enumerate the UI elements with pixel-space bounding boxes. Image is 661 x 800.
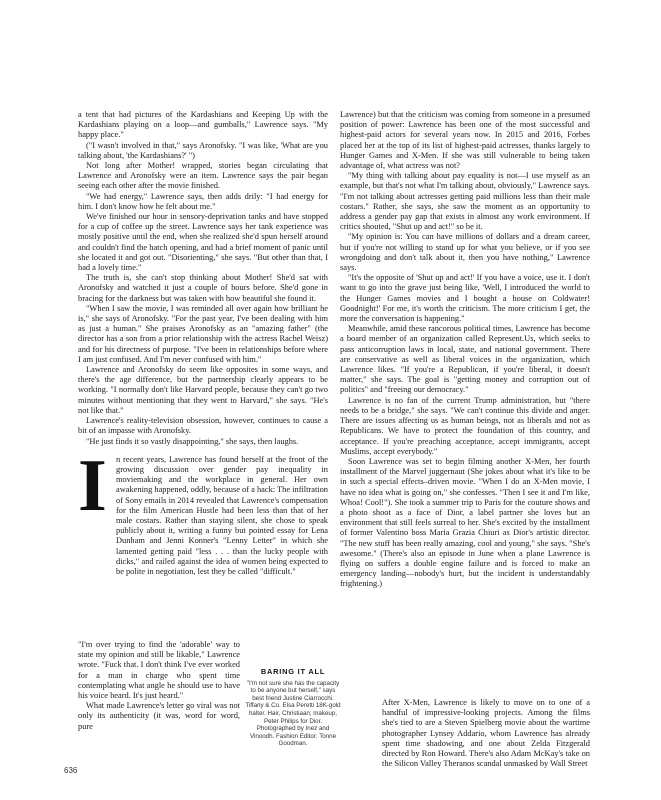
dropcap-letter: I	[78, 444, 107, 527]
paragraph: "My opinion is: You can have millions of dollars and a dream career, but if you're not willing to stand up for what you believe, or if you see wrongdoing and don't talk about it, then you have nothing," Lawrence says.	[340, 232, 590, 273]
paragraph: "I'm over trying to find the 'adorable' way to state my opinion and still be likable," Lawrence wrote. "Fuck that. I don't think I've ever worked for a man in charge who spent time contemplating what angle he should use to have his voice heard. It's just heard."	[78, 640, 240, 701]
paragraph: "When I saw the movie, I was reminded all over again how brilliant he is," she says of Aronofsky. "For the past year, I've been dealing with him as just a human." She praises Aronofsky as an "amazing father" (the director has a son from a prior relationship with the actress Rachel Weisz) and for his directness of purpose. "I've been in relationships before where I am just confused. And I'm never confused with him."	[78, 303, 328, 364]
dropcap-paragraph: n recent years, Lawrence has found herself at the front of the growing discussion over gender pay inequality in moviemaking and the workplace in general. Her own awakening happened, oddly, because of a hack: The infiltration of Sony emails in 2014 revealed that Lawrence's compensation for the film American Hustle had been less than that of her male costars. Rather than staying silent, she chose to speak publicly about it, writing a funny but pointed essay for Lena Dunham and Jenni Konner's "Lenny Letter" in which she lamented getting paid "less . . . than the lucky people with dicks," and railed against the idea of women being expected to be polite in negotiation, lest they be called "difficult."	[116, 454, 328, 576]
paragraph: Lawrence's reality-television obsession, however, continues to cause a bit of an impasse with Aronofsky.	[78, 416, 328, 436]
paragraph: Soon Lawrence was set to begin filming another X-Men, her fourth installment of the Marvel juggernaut (She jokes about what it's like to be in such a special effects–driven movie. "When I do an X-Men movie, I have no idea what is going on," she confesses. "Then I see it and I'm like, Whoa! Cool!"). She took a summer trip to Paris for the couture shows and a photo shoot as a face of Dior, a label partner she loves but an environment that still feels surreal to her. She's excited by the installment of former Valentino boss Maria Grazia Chiuri as Dior's artistic director. "The new stuff has been really amazing, cool and young," she says. "She's awesome." (There's also an episode in June when a plane Lawrence is flying on suffers a double engine failure and is forced to make an emergency landing—nobody's hurt, but the incident is understandably frightening.)	[340, 456, 590, 589]
paragraph: a tent that had pictures of the Kardashians and Keeping Up with the Kardashians playing on a loop—and gumballs," Lawrence says. "My happy place."	[78, 110, 328, 140]
paragraph: Meanwhile, amid these rancorous political times, Lawrence has become a board member of an organization called Represent.Us, which seeks to pass anticorruption laws in local, state, and national government. There are conservative as well as liberal voices in the organization, which Lawrence likes. "If you're a Republican, if you're liberal, it doesn't matter," she says. The goal is "getting money and corruption out of politics" and "freeing our democracy."	[340, 324, 590, 395]
paragraph: "He just finds it so vastly disappointing," she says, then laughs.	[86, 436, 299, 446]
paragraph: What made Lawrence's letter go viral was not only its authenticity (it was, word for word, pure	[78, 701, 240, 731]
paragraph: "It's the opposite of 'Shut up and act!' If you have a voice, use it. I don't want to go into the grave just being like, 'Well, I introduced the world to the Hunger Games movies and I bought a house on Coldwater! Goodnight!' For me, it's worth the criticism. The more criticism I get, the more the conversation is happening."	[340, 273, 590, 324]
paragraph: Lawrence is no fan of the current Trump administration, but "there needs to be a bridge," she says. "We can't continue this divide and anger. There are issues affecting us as human beings, not as liberals and not as Republicans. We have to protect the foundation of this country, and acceptance. If you're preaching acceptance, accept immigrants, accept Muslims, accept everybody."	[340, 395, 590, 456]
page-number: 636	[64, 766, 78, 775]
right-bottom-column	[382, 698, 590, 769]
left-column	[78, 110, 328, 577]
caption-title: BARING IT ALL	[260, 667, 326, 676]
paragraph: "My thing with talking about pay equality is not—I use myself as an example, but that's not what I'm talking about, obviously," Lawrence says. "I'm not talking about actresses getting paid millions less than their male costars." Rather, she says, she saw the moment as an opportunity to address a gender pay gap that exists in almost any work environment. If critics shouted, "Shut up and act!" so be it.	[340, 171, 590, 232]
paragraph: Lawrence and Aronofsky do seem like opposites in some ways, and there's the age difference, but the partnership clearly appears to be working. "I normally don't like Harvard people, because they can't go two minutes without mentioning that they went to Harvard," she says. "He's not like that."	[78, 365, 328, 415]
caption-quote: "I'm not sure she has the capacity to be anyone but herself," says best friend Justine Ciarrocchi.	[246, 679, 340, 702]
photo-caption	[245, 668, 341, 748]
paragraph: After X-Men, Lawrence is likely to move on to one of a handful of impressive-looking projects. Among the films she's tied to are a Steven Spielberg movie about the wartime photographer Lynsey Addario, whom Lawrence has already spent time shadowing, and one about Zelda Fitzgerald directed by Ron Howard. There's also Adam McKay's take on the Silicon Valley Theranos scandal unmasked by Wall Street	[382, 698, 590, 769]
dropcap-section	[78, 444, 328, 577]
paragraph: ("I wasn't involved in that," says Aronofsky. "I was like, 'What are you talking about, 'the Kardashians?' ")	[78, 140, 328, 160]
paragraph: Not long after Mother! wrapped, stories began circulating that Lawrence and Aronofsky were an item. Lawrence says the pair began seeing each other after the movie finished.	[78, 161, 328, 191]
paragraph: "We had energy," Lawrence says, then adds drily: "I had energy for him. I don't know how he felt about me."	[78, 191, 328, 211]
caption-credits: Tiffany & Co. Elsa Peretti 18K-gold halter. Hair, Christiaan; makeup, Peter Philips for Dior.	[245, 702, 341, 725]
paragraph: We've finished our hour in sensory-deprivation tanks and have stopped for a cup of coffee up the street. Lawrence says her tank experience was mostly positive until the end, when she realized she'd spun herself around and couldn't find the hatch opening, and had a brief moment of panic until she located it and got out. "Disorienting," she says. "But other than that, I had a lovely time."	[78, 212, 328, 273]
left-bottom-column	[78, 640, 240, 732]
caption-photo-credit: Photographed by Inez and Vinoodh. Fashion Editor: Tonne Goodman.	[249, 725, 337, 748]
paragraph: The truth is, she can't stop thinking about Mother! She'd sat with Aronofsky and watched it just a couple of hours before. She'd gone in bracing for the darkness but was taken with how beautiful she found it.	[78, 273, 328, 303]
right-column	[340, 110, 590, 590]
paragraph: Lawrence) but that the criticism was coming from someone in a presumed position of power: Lawrence has been one of the most successful and highest-paid actors for several years now. In 2015 and 2016, Forbes placed her at the top of its list of highest-paid actresses, thanks largely to Hunger Games and X-Men. If she was still vulnerable to being taken advantage of, what actress was not?	[340, 110, 590, 171]
